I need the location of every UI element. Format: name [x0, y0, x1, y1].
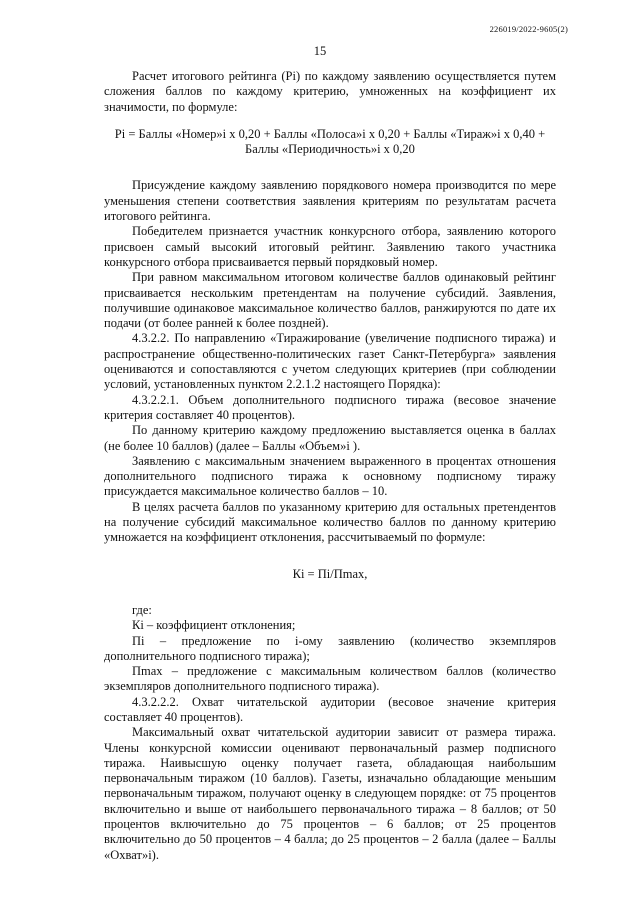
paragraph-score-volume: По данному критерию каждому предложению выставляется оценка в баллах (не более 10 баллов) (далее – Баллы «Объем»i ).: [104, 423, 556, 453]
paragraph-section-4-3-2-2-1: 4.3.2.2.1. Объем дополнительного подписного тиража (весовое значение критерия составляет 40 процентов).: [104, 392, 556, 422]
paragraph-max-score: Заявлению с максимальным значением выраженного в процентах отношения дополнительного подписного тиража к основному подписному тиражу присуждается максимальное количество баллов – 10.: [104, 453, 556, 499]
definition-pmax: Пmax – предложение с максимальным количеством баллов (количество экземпляров дополнительного подписного тиража).: [104, 664, 556, 694]
formula-rating-line1: Pi = Баллы «Номер»i х 0,20 + Баллы «Полоса»i х 0,20 + Баллы «Тираж»i х 0,40 +: [114, 126, 546, 141]
definition-ki: Кi – коэффициент отклонения;: [132, 618, 296, 633]
where-label: где:: [132, 602, 152, 617]
formula-rating-line2: Баллы «Периодичность»i х 0,20: [245, 142, 415, 157]
paragraph-deviation-coefficient: В целях расчета баллов по указанному критерию для остальных претендентов на получение субсидий максимальное количество баллов по данному критерию умножается на коэффициент отклонения, рассчитываемый по формуле:: [104, 499, 556, 545]
paragraph-winner: Победителем признается участник конкурсного отбора, заявлению которого присвоен самый высокий итоговый рейтинг. Заявлению такого участника конкурсного отбора присваивается первый порядковый номер.: [104, 224, 556, 269]
paragraph-section-4-3-2-2-2: 4.3.2.2.2. Охват читательской аудитории (весовое значение критерия составляет 40 процентов).: [104, 694, 556, 724]
paragraph-audience-reach: Максимальный охват читательской аудитории зависит от размера тиража. Члены конкурсной комиссии оценивают первоначальный размер подписного тиража. Наивысшую оценку получает газета, обладающая наибольшим первоначальным тиражом (10 баллов). Газеты, изначально обладающие меньшим первоначальным тиражом, получают оценку в следующем порядке: от 75 процентов включительно и выше от наибольшего первоначального тиража – 8 баллов; от 50 процентов включительно до 75 процентов – 6 баллов; от 25 процентов включительно до 50 процентов – 4 балла; до 25 процентов – 2 балла (далее – Баллы «Охват»i).: [104, 725, 556, 862]
paragraph-section-4-3-2-2: 4.3.2.2. По направлению «Тиражирование (увеличение подписного тиража) и распространение общественно-политических газет Санкт-Петербурга» заявления оцениваются и сопоставляются с учетом следующих критериев (при соблюдении условий, установленных пунктом 2.2.1.2 настоящего Порядка):: [104, 331, 556, 392]
paragraph-rating-calculation: Расчет итогового рейтинга (Pi) по каждому заявлению осуществляется путем сложения баллов по каждому критерию, умноженных на коэффициент их значимости, по формуле:: [104, 69, 556, 114]
paragraph-equal-rating: При равном максимальном итоговом количестве баллов одинаковый рейтинг присваивается нескольким претендентам на получение субсидий. Заявления, получившие одинаковое максимальное количество баллов, ранжируются по дате их подачи (от более ранней к более поздней).: [104, 270, 556, 331]
formula-coefficient: Кi = Пi/Пmax,: [292, 566, 368, 581]
document-body: [104, 69, 556, 863]
document-number: 226019/2022-9605(2): [489, 24, 568, 34]
definition-pi: Пi – предложение по i-ому заявлению (количество экземпляров дополнительного подписного тиража);: [104, 633, 556, 663]
paragraph-ordinal-number: Присуждение каждому заявлению порядкового номера производится по мере уменьшения степени соответствия заявления критериям по результатам расчета итогового рейтинга.: [104, 178, 556, 224]
page-number: 15: [313, 44, 327, 58]
